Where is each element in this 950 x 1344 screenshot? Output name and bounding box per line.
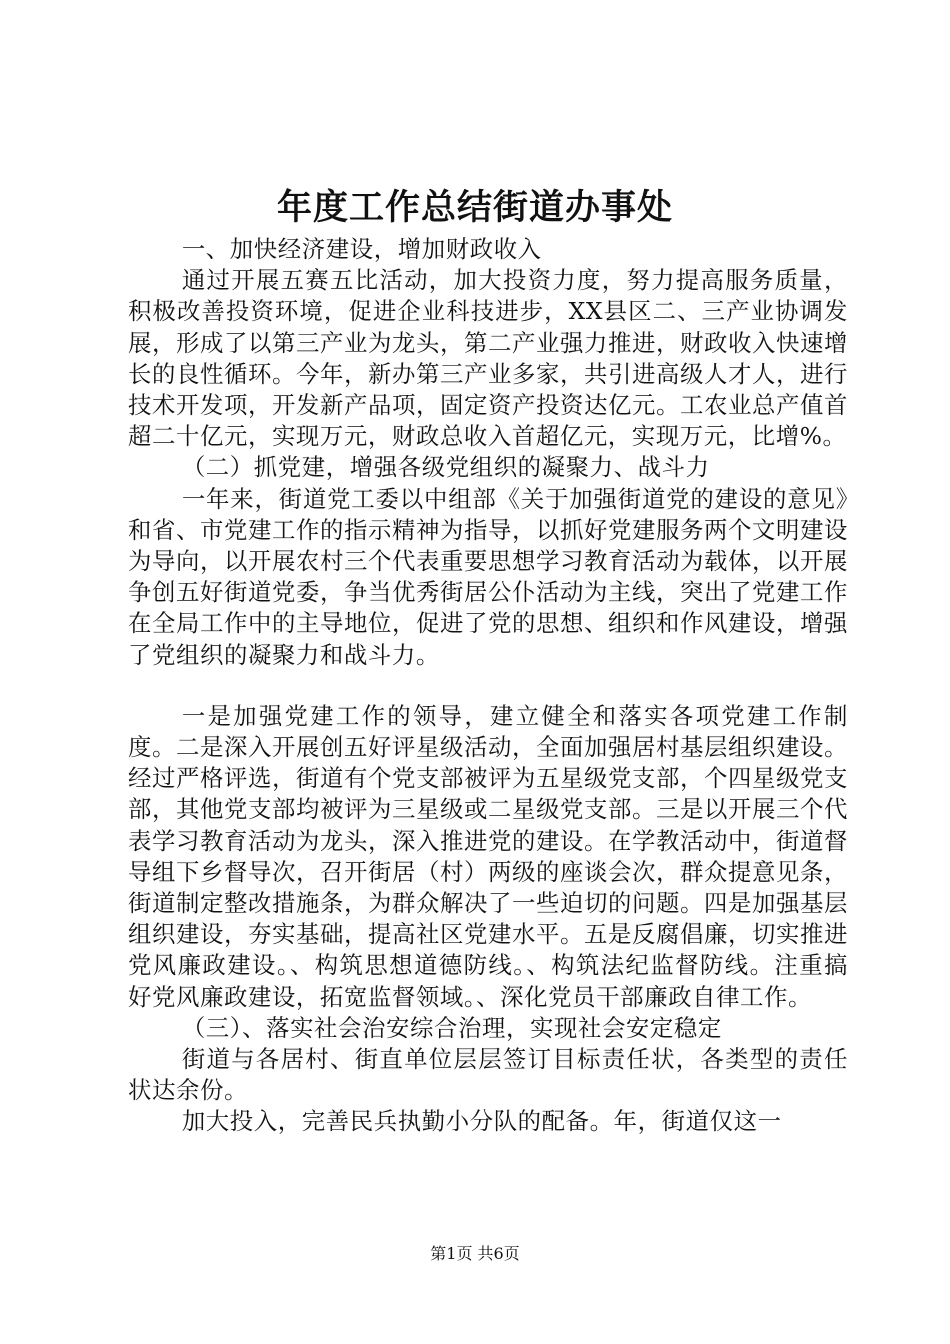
paragraph-party-measures: 一是加强党建工作的领导，建立健全和落实各项党建工作制度。二是深入开展创五好评星级活动，全面加强居村基层组织建设。经过严格评选，街道有个党支部被评为五星级党支部，个四星级党支部，其他党支部均被评为三星级或二星级党支部。三是以开展三个代表学习教育活动为龙头，深入推进党的建设。在学教活动中，街道督导组下乡督导次，召开街居（村）两级的座谈会次，群众提意见条，街道制定整改措施条，为群众解决了一些迫切的问题。四是加强基层组织建设，夯实基础，提高社区党建水平。五是反腐倡廉，切实推进党风廉政建设。、构筑思想道德防线。、构筑法纪监督防线。注重搞好党风廉政建设，拓宽监督领域。、深化党员干部廉政自律工作。 [128, 701, 848, 1011]
section-heading-economy: 一、加快经济建设，增加财政收入 [181, 235, 542, 263]
paragraph-responsibility: 街道与各居村、街直单位层层签订目标责任状，各类型的责任状达余份。 [128, 1045, 848, 1105]
paragraph-investment: 加大投入，完善民兵执勤小分队的配备。年，街道仅这一 [181, 1107, 782, 1136]
page-footer: 第1页 共6页 [430, 1244, 520, 1263]
document-body [128, 234, 848, 1138]
section-heading-party-building: （二）抓党建，增强各级党组织的凝聚力、战斗力 [181, 453, 710, 482]
section-heading-public-security: （三）、落实社会治安综合治理，实现社会安定稳定 [181, 1013, 722, 1042]
paragraph-economy: 通过开展五赛五比活动，加大投资力度，努力提高服务质量，积极改善投资环境，促进企业科技进步，XX县区二、三产业协调发展，形成了以第三产业为龙头，第二产业强力推进，财政收入快速增长的良性循环。今年，新办第三产业多家，共引进高级人才人，进行技术开发项，开发新产品项，固定资产投资达亿元。工农业总产值首超二十亿元，实现万元，财政总收入首超亿元，实现万元，比增%。 [128, 266, 848, 451]
paragraph-party-building: 一年来，街道党工委以中组部《关于加强街道党的建设的意见》和省、市党建工作的指示精神为指导，以抓好党建服务两个文明建设为导向，以开展农村三个代表重要思想学习教育活动为载体，以开展争创五好街道党委，争当优秀街居公仆活动为主线，突出了党建工作在全局工作中的主导地位，促进了党的思想、组织和作风建设，增强了党组织的凝聚力和战斗力。 [128, 484, 848, 669]
document-title: 年度工作总结街道办事处 [276, 187, 673, 228]
